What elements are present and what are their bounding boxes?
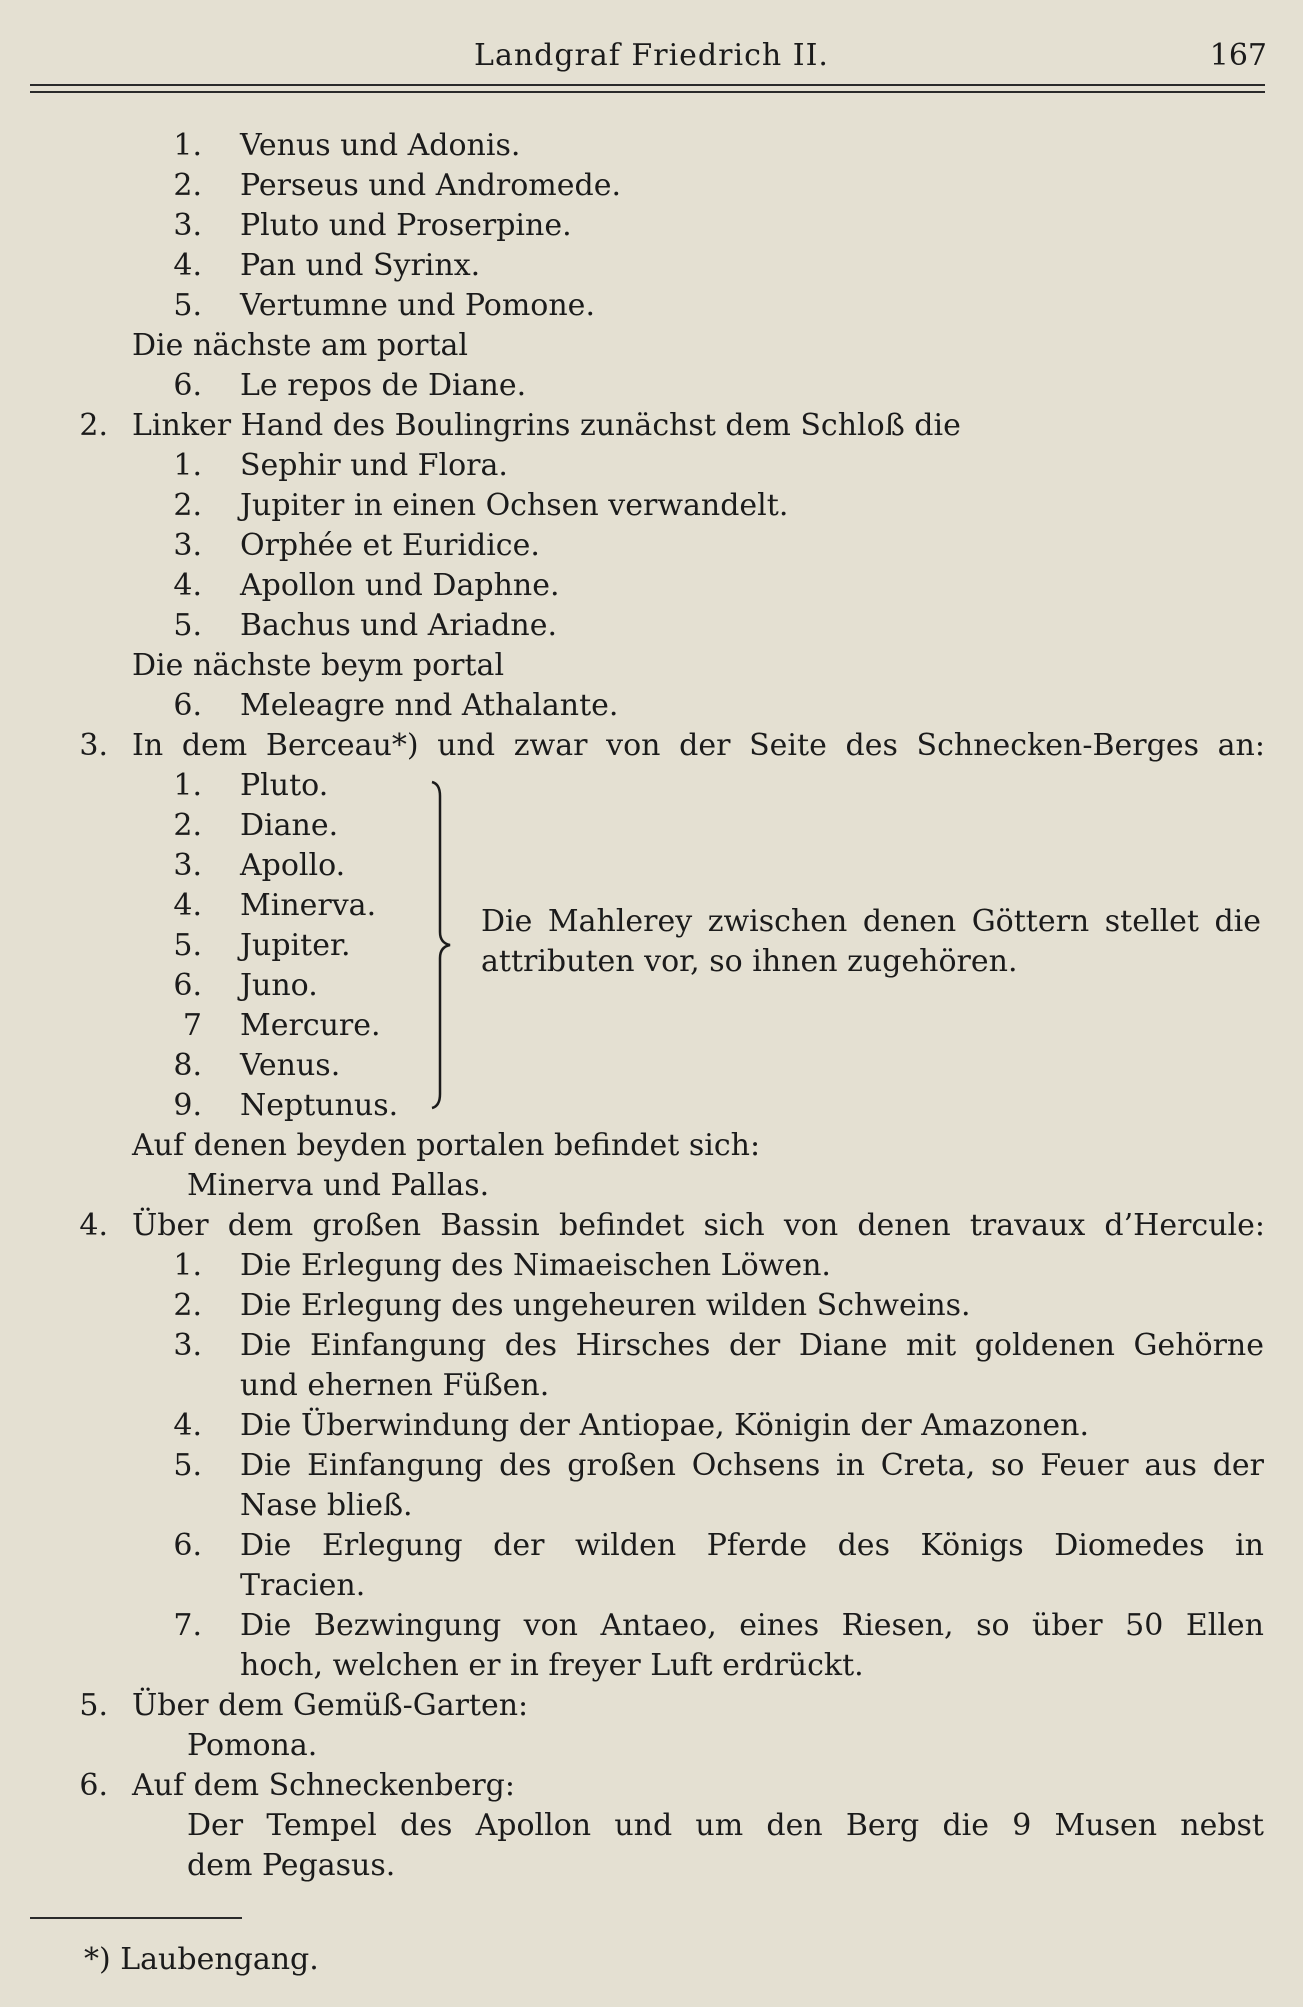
list-item-text: Sephir und Flora.	[240, 448, 508, 483]
list-item-text: Bachus und Ariadne.	[240, 608, 557, 643]
list-item-text: Pluto.	[240, 768, 329, 803]
list-item-number: 2.	[173, 808, 202, 843]
list-item-text: Pluto und Proserpine.	[240, 208, 572, 243]
list-item-number: 1.	[173, 128, 202, 163]
list-item-text: Mercure.	[240, 1008, 381, 1043]
list-item-text: Venus und Adonis.	[240, 128, 521, 163]
list-item-number: 5.	[173, 608, 202, 643]
section-number: 2.	[79, 408, 108, 443]
list-item-number: 2.	[173, 488, 202, 523]
list-item-text: Minerva.	[240, 888, 377, 923]
list-item-number: 3.	[173, 1328, 202, 1363]
list-item-number: 4.	[173, 888, 202, 923]
list-item-number: 7	[182, 1008, 202, 1043]
list-item-text: Die Erlegung des Nimaeischen Löwen.	[240, 1248, 831, 1283]
list-item-text: Apollon und Daphne.	[240, 568, 560, 603]
list-item-text: Orphée et Euridice.	[240, 528, 540, 563]
list-item-text: Diane.	[240, 808, 339, 843]
list-item-number: 6.	[173, 368, 202, 403]
list-item-text-continued: Tracien.	[240, 1568, 366, 1603]
section-number: 4.	[79, 1208, 108, 1243]
section-heading: Linker Hand des Boulingrins zunächst dem Schloß die	[132, 408, 961, 443]
list-item-text-continued: Nase bließ.	[240, 1488, 413, 1523]
list-item-number: 3.	[173, 848, 202, 883]
section-number: 3.	[79, 728, 108, 763]
list-item-text: Die Einfangung des Hirsches der Diane mit goldenen Gehörne	[240, 1328, 1264, 1363]
list-item-text: Neptunus.	[240, 1088, 399, 1123]
list-item-text-continued: hoch, welchen er in freyer Luft erdrückt.	[240, 1648, 864, 1683]
list-item-number: 6.	[173, 968, 202, 1003]
list-item-number: 8.	[173, 1048, 202, 1083]
sub-heading: Auf denen beyden portalen befindet sich:	[132, 1128, 761, 1163]
footnote-rule	[30, 1917, 242, 1919]
list-item-text: Die Bezwingung von Antaeo, eines Riesen, so über 50 Ellen	[240, 1608, 1264, 1643]
header-rule-top	[30, 84, 1265, 86]
list-item-text: Le repos de Diane.	[240, 368, 527, 403]
list-item-number: 3.	[173, 208, 202, 243]
indented-text: Minerva und Pallas.	[187, 1168, 490, 1203]
list-item-text: Jupiter in einen Ochsen verwandelt.	[240, 488, 789, 523]
list-item-number: 5.	[173, 1448, 202, 1483]
list-item-number: 3.	[173, 528, 202, 563]
list-item-number: 5.	[173, 288, 202, 323]
list-item-text: Die Einfangung des großen Ochsens in Creta, so Feuer aus der	[240, 1448, 1264, 1483]
section-heading: Über dem großen Bassin befindet sich von denen travaux d’Hercule:	[132, 1208, 1265, 1243]
list-item-text: Die Erlegung des ungeheuren wilden Schweins.	[240, 1288, 971, 1323]
list-item-text: Juno.	[240, 968, 318, 1003]
footnote: *) Laubengang.	[84, 1942, 319, 1977]
list-item-number: 1.	[173, 768, 202, 803]
list-item-text: Jupiter.	[240, 928, 351, 963]
sub-heading: Die nächste am portal	[132, 328, 469, 363]
list-item-number: 4.	[173, 1408, 202, 1443]
brace-note-line: Die Mahlerey zwischen denen Göttern stellet die	[481, 904, 1261, 939]
list-item-number: 1.	[173, 448, 202, 483]
list-item-text: Vertumne und Pomone.	[240, 288, 595, 323]
list-item-text: Apollo.	[240, 848, 346, 883]
list-item-number: 2.	[173, 168, 202, 203]
list-item-text: Die Überwindung der Antiopae, Königin der Amazonen.	[240, 1408, 1090, 1443]
list-item-number: 9.	[173, 1088, 202, 1123]
list-item-number: 4.	[173, 568, 202, 603]
running-header-title: Landgraf Friedrich II.	[474, 38, 829, 73]
list-item-number: 7.	[173, 1608, 202, 1643]
sub-heading: Die nächste beym portal	[132, 648, 505, 683]
section-heading: Auf dem Schneckenberg:	[132, 1768, 515, 1803]
page-number: 167	[1209, 38, 1267, 73]
list-item-text: Venus.	[240, 1048, 341, 1083]
list-item-text-continued: und ehernen Füßen.	[240, 1368, 550, 1403]
list-item-text: Pan und Syrinx.	[240, 248, 481, 283]
list-item-text: Meleagre nnd Athalante.	[240, 688, 619, 723]
indented-text: Pomona.	[187, 1728, 318, 1763]
section-heading: Über dem Gemüß-Garten:	[132, 1688, 529, 1723]
section-number: 5.	[79, 1688, 108, 1723]
list-item-number: 5.	[173, 928, 202, 963]
brace-note-line: attributen vor, so ihnen zugehören.	[481, 944, 1018, 979]
header-rule-bottom	[30, 91, 1265, 93]
indented-text: Der Tempel des Apollon und um den Berg die 9 Musen nebst	[187, 1808, 1264, 1843]
section-heading: In dem Berceau*) und zwar von der Seite des Schnecken-Berges an:	[132, 728, 1265, 763]
list-item-text: Perseus und Andromede.	[240, 168, 622, 203]
list-item-number: 4.	[173, 248, 202, 283]
list-item-number: 6.	[173, 1528, 202, 1563]
list-item-number: 1.	[173, 1248, 202, 1283]
curly-brace	[430, 780, 452, 1110]
indented-text-continued: dem Pegasus.	[187, 1848, 396, 1883]
section-number: 6.	[79, 1768, 108, 1803]
list-item-number: 2.	[173, 1288, 202, 1323]
list-item-text: Die Erlegung der wilden Pferde des Königs Diomedes in	[240, 1528, 1264, 1563]
list-item-number: 6.	[173, 688, 202, 723]
